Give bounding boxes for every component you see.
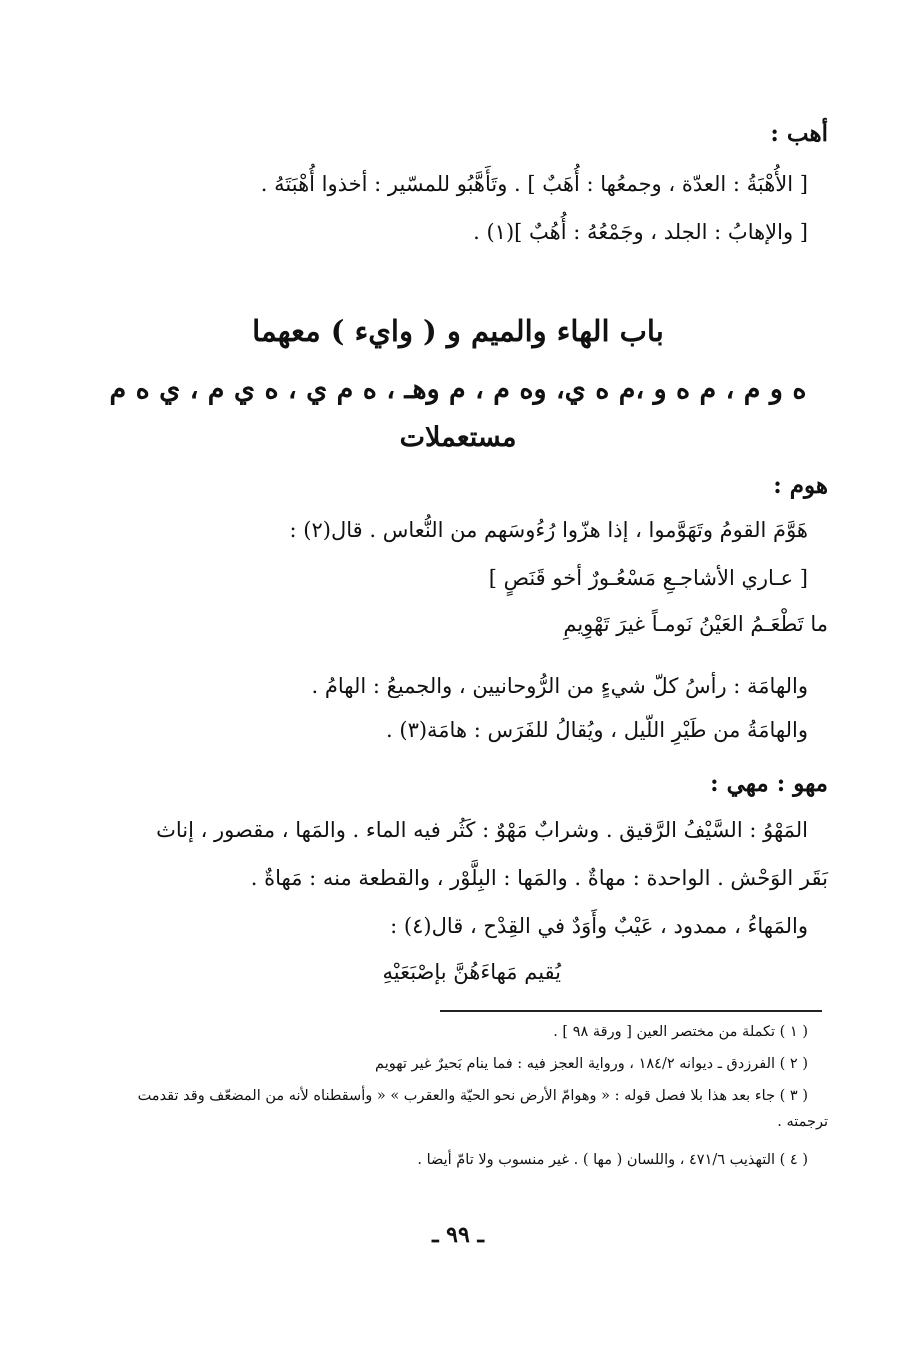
entry-hwm-line-1: هَوَّمَ القومُ وتَهَوَّموا ، إذا هزّوا رُءُوسَهم من النُّعاس . قال(٢) : [289, 518, 808, 542]
page-number: ـ ٩٩ ـ [432, 1222, 484, 1248]
entry-ahb-line-2: [ والإهابُ : الجلد ، وجَمْعُهُ : أُهُبٌ ](١) . [473, 220, 808, 244]
chapter-status: مستعملات [399, 422, 517, 453]
entry-hwm-line-2: والهامَة : رأسُ كلّ شيءٍ من الرُّوحانيين ، والجميعُ : الهامُ . [311, 674, 808, 698]
chapter-title: باب الهاء والميم و ( وايء ) معهما [252, 314, 664, 348]
entry-mhw-line-2: بَقَر الوَحْش . الواحدة : مهاةٌ . والمَها : البِلَّوْر ، والقطعة منه : مَهاةٌ . [250, 866, 828, 890]
entry-mhw-line-3: والمَهاءُ ، ممدود ، عَيْبٌ وأَوَدٌ في القِدْح ، قال(٤) : [390, 914, 808, 938]
entry-hwm-verse-2: ما تَطْعَـمُ العَيْنُ نَومـاً غيرَ تَهْوِيمِ [563, 612, 828, 636]
footnote-separator [440, 1010, 822, 1012]
entry-headword-ahb: أهب : [770, 120, 828, 147]
footnote-3-continued: ترجمته . [777, 1114, 828, 1130]
entry-mhw-line-1: المَهْوُ : السَّيْفُ الرَّقيق . وشرابٌ مَهْوٌ : كَثُر فيه الماء . والمَها ، مقصور ، إناث [156, 818, 808, 842]
entry-headword-hwm: هوم : [773, 472, 828, 499]
entry-mhw-verse: يُقيم مَهاءَهُنَّ بإصْبَعَيْهِ [382, 960, 561, 984]
chapter-letter-combinations: ه و م ، م ه و ،م ه ي، وه م ، م وهـ ، ه م ي ، ه ي م ، ي ه م [109, 374, 807, 405]
footnote-3: ( ٣ ) جاء بعد هذا بلا فصل قوله : « وهوامّ الأرض نحو الحيّة والعقرب » « وأسقطناه لأنه من المضعّف وقد تقدمت [137, 1088, 808, 1104]
entry-hwm-verse-1: [ عـاري الأشاجـعِ مَسْعُـورٌ أخو قَنَصٍ ] [488, 566, 808, 590]
entry-headword-mhw: مهو : مهي : [710, 770, 828, 797]
footnote-1: ( ١ ) تكملة من مختصر العين [ ورقة ٩٨ ] . [553, 1024, 808, 1040]
footnote-4: ( ٤ ) التهذيب ٤٧١/٦ ، واللسان ( مها ) . غير منسوب ولا تامّ أيضا . [417, 1152, 808, 1168]
entry-ahb-line-1: [ الأُهْبَةُ : العدّة ، وجمعُها : أُهَبٌ ] . وتَأَهَّبُو للمسّير : أخذوا أُهْبَتَهُ . [260, 172, 808, 196]
footnote-2: ( ٢ ) الفرزدق ـ ديوانه ١٨٤/٢ ، ورواية العجز فيه : فما ينام بَحيرٌ غير تهويم [375, 1056, 808, 1072]
entry-hwm-line-3: والهامَةُ من طَيْرِ اللّيل ، ويُقالُ للفَرَس : هامَة(٣) . [386, 718, 808, 742]
